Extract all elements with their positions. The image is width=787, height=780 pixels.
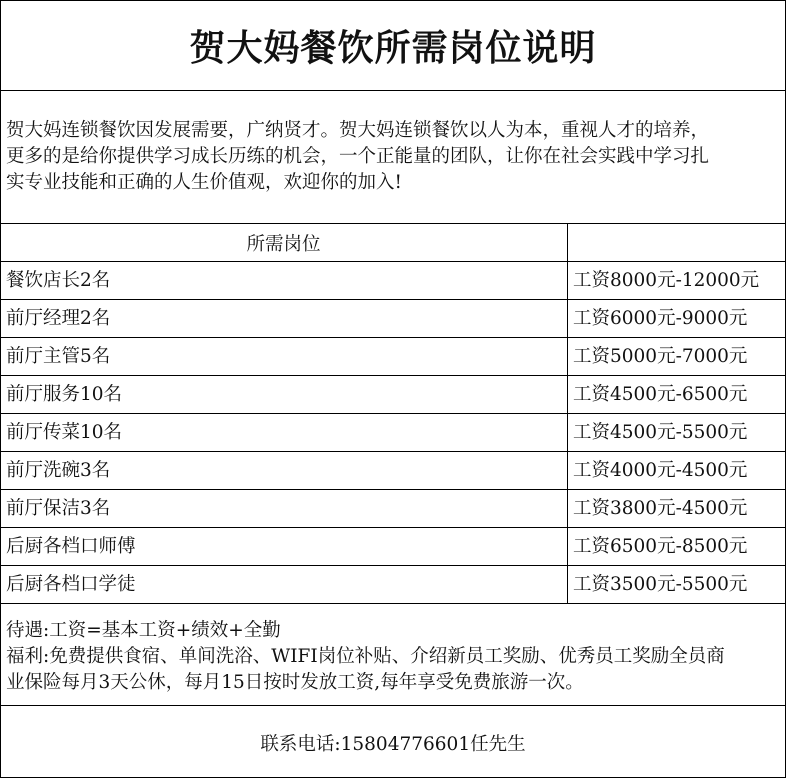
salary-cell: 工资4500元-5500元 <box>573 422 748 443</box>
salary-cell: 工资3500元-5500元 <box>573 574 748 595</box>
position-cell: 前厅经理2名 <box>6 308 111 329</box>
benefits-line: 福利:免费提供食宿、单间洗浴、WIFI岗位补贴、介绍新员工奖励、优秀员工奖励全员商 <box>6 646 725 667</box>
position-cell: 前厅服务10名 <box>6 384 123 405</box>
position-cell: 后厨各档口师傅 <box>6 536 136 557</box>
salary-cell: 工资4500元-6500元 <box>573 384 748 405</box>
benefits-line: 业保险每月3天公休，每月15日按时发放工资,每年享受免费旅游一次。 <box>6 672 584 693</box>
table-row <box>0 528 786 566</box>
salary-cell: 工资6500元-8500元 <box>573 536 748 557</box>
position-cell: 后厨各档口学徒 <box>6 574 136 595</box>
intro-paragraph <box>6 118 776 196</box>
table-header-salary <box>568 224 785 262</box>
contact-info: 联系电话:15804776601任先生 <box>260 734 526 755</box>
position-cell: 前厅保洁3名 <box>6 498 111 519</box>
intro-line: 更多的是给你提供学习成长历练的机会，一个正能量的团队，让你在社会实践中学习扎 <box>6 146 710 167</box>
table-row <box>0 338 786 376</box>
salary-cell: 工资6000元-9000元 <box>573 308 748 329</box>
table-row <box>0 262 786 300</box>
intro-line: 实专业技能和正确的人生价值观，欢迎你的加入! <box>6 172 402 193</box>
table-row <box>0 490 786 528</box>
salary-cell: 工资4000元-4500元 <box>573 460 748 481</box>
rule-title-bottom <box>0 90 786 91</box>
salary-cell: 工资5000元-7000元 <box>573 346 748 367</box>
salary-cell: 工资3800元-4500元 <box>573 498 748 519</box>
rule-benefits-bottom <box>0 705 786 706</box>
position-cell: 前厅洗碗3名 <box>6 460 111 481</box>
salary-cell: 工资8000元-12000元 <box>573 270 760 291</box>
table-row <box>0 376 786 414</box>
table-header-position: 所需岗位 <box>246 234 321 255</box>
table-row <box>0 300 786 338</box>
position-cell: 前厅传菜10名 <box>6 422 123 443</box>
intro-line: 贺大妈连锁餐饮因发展需要，广纳贤才。贺大妈连锁餐饮以人为本，重视人才的培养， <box>6 120 710 141</box>
rule-bottom <box>0 777 786 778</box>
position-cell: 前厅主管5名 <box>6 346 111 367</box>
page-title: 贺大妈餐饮所需岗位说明 <box>189 27 597 69</box>
benefits-section <box>6 618 782 696</box>
table-row <box>0 566 786 604</box>
table-row <box>0 414 786 452</box>
position-cell: 餐饮店长2名 <box>6 270 111 291</box>
benefits-line: 待遇:工资=基本工资+绩效+全勤 <box>6 620 281 641</box>
table-row <box>0 452 786 490</box>
